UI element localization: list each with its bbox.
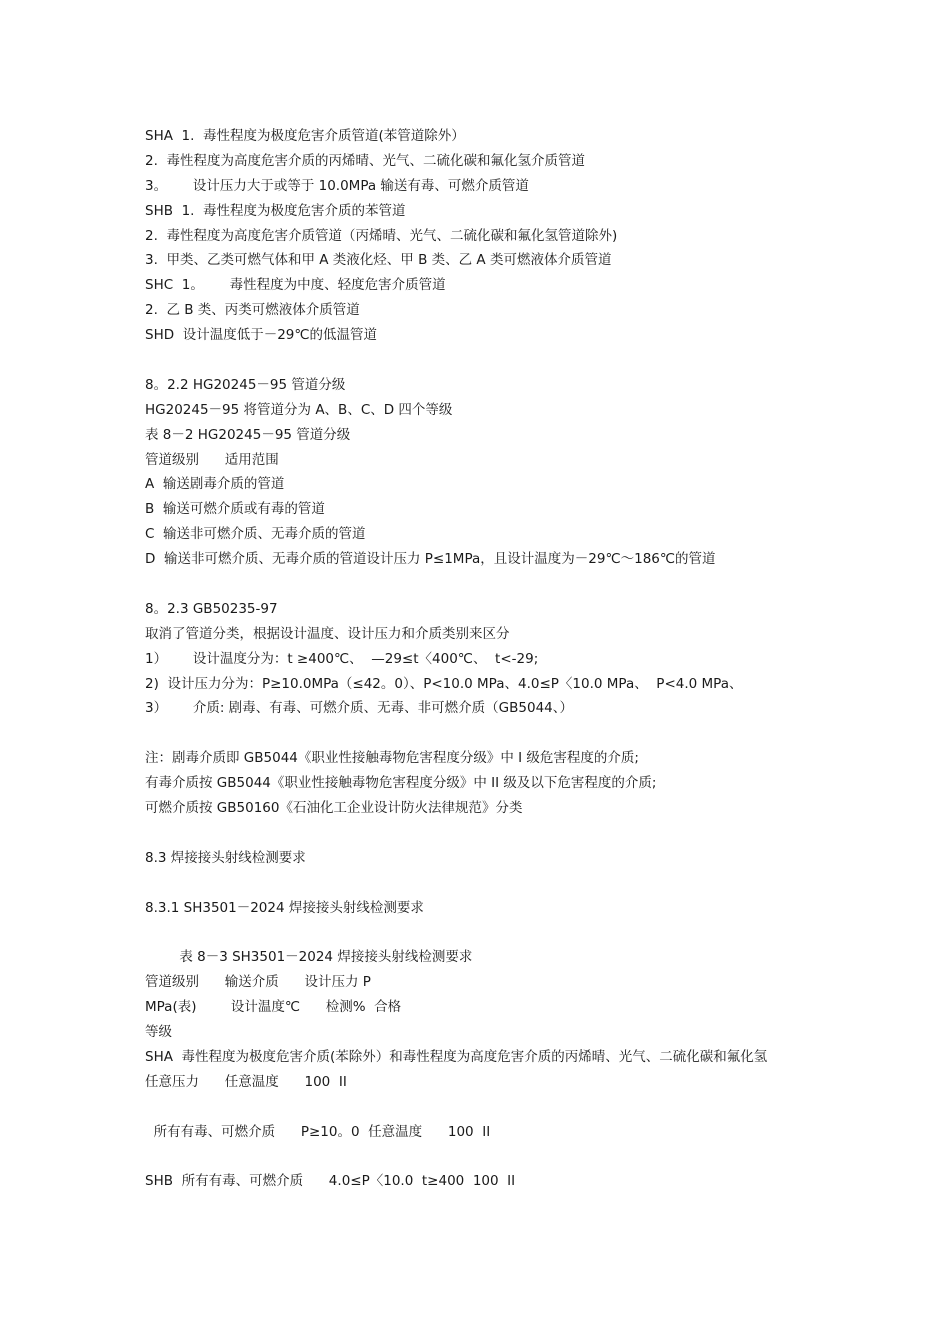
text-line: SHA 1. 毒性程度为极度危害介质管道(苯管道除外）: [145, 128, 465, 144]
note-line: 注：剧毒介质即 GB5044《职业性接触毒物危害程度分级》中 I 级危害程度的介质;: [145, 750, 639, 767]
text-line: 取消了管道分类，根据设计温度、设计压力和介质类别来区分: [145, 625, 510, 642]
text-line: 2. 乙 B 类、丙类可燃液体介质管道: [145, 302, 360, 319]
text-line: 3. 甲类、乙类可燃气体和甲 A 类液化烃、甲 B 类、乙 A 类可燃液体介质管道: [145, 252, 612, 269]
blank-line: [145, 871, 925, 896]
table-row: D 输送非可燃介质、无毒介质的管道设计压力 P≤1MPa，且设计温度为－29℃～186℃的管道: [145, 551, 716, 568]
text-line: SHB 1. 毒性程度为极度危害介质的苯管道: [145, 202, 406, 219]
table-header: MPa(表) 设计温度℃ 检测% 合格: [145, 999, 402, 1016]
table-row: 任意压力 任意温度 100 II: [145, 1073, 347, 1090]
document-body: [145, 124, 925, 1194]
text-line: SHC 1。 毒性程度为中度、轻度危害介质管道: [145, 277, 446, 294]
text-line: 2. 毒性程度为高度危害介质管道（丙烯晴、光气、二硫化碳和氟化氢管道除外): [145, 227, 618, 244]
blank-line: [145, 348, 925, 373]
table-caption: 表 8－2 HG20245－95 管道分级: [145, 426, 351, 443]
list-item: 2) 设计压力分为：P≥10.0MPa（≤42。0）、P<10.0 MPa、4.0≤P〈10.0 MPa、 P<4.0 MPa、: [145, 675, 743, 692]
blank-line: [145, 1145, 925, 1170]
section-heading: 8。2.3 GB50235-97: [145, 600, 278, 617]
blank-line: [145, 1095, 925, 1120]
table-row: 所有有毒、可燃介质 P≥10。0 任意温度 100 II: [145, 1123, 491, 1140]
note-line: 有毒介质按 GB5044《职业性接触毒物危害程度分级》中 II 级及以下危害程度的介质;: [145, 775, 657, 792]
table-header: 管道级别 输送介质 设计压力 P: [145, 974, 371, 991]
table-caption: 表 8－3 SH3501－2024 焊接接头射线检测要求: [145, 949, 473, 966]
table-header: 管道级别 适用范围: [145, 451, 279, 468]
table-row: A 输送剧毒介质的管道: [145, 476, 285, 493]
table-row: C 输送非可燃介质、无毒介质的管道: [145, 526, 366, 543]
blank-line: [145, 572, 925, 597]
table-row: SHA 毒性程度为极度危害介质(苯除外）和毒性程度为高度危害介质的丙烯晴、光气、二硫化碳和氟化氢: [145, 1048, 768, 1065]
table-row: B 输送可燃介质或有毒的管道: [145, 501, 325, 518]
note-line: 可燃介质按 GB50160《石油化工企业设计防火法律规范》分类: [145, 800, 523, 817]
list-item: 3） 介质: 剧毒、有毒、可燃介质、无毒、非可燃介质（GB5044、）: [145, 700, 574, 717]
section-heading: 8。2.2 HG20245－95 管道分级: [145, 376, 346, 393]
text-line: 3。 设计压力大于或等于 10.0MPa 输送有毒、可燃介质管道: [145, 177, 529, 194]
blank-line: [145, 821, 925, 846]
table-row: SHB 所有有毒、可燃介质 4.0≤P〈10.0 t≥400 100 II: [145, 1173, 516, 1190]
table-header: 等级: [145, 1024, 172, 1041]
blank-line: [145, 721, 925, 746]
list-item: 1） 设计温度分为：t ≥400℃、 —29≤t〈400℃、 t<-29;: [145, 650, 539, 667]
section-heading: 8.3.1 SH3501－2024 焊接接头射线检测要求: [145, 899, 424, 916]
text-line: SHD 设计温度低于－29℃的低温管道: [145, 327, 378, 344]
text-line: HG20245－95 将管道分为 A、B、C、D 四个等级: [145, 401, 453, 418]
section-heading: 8.3 焊接接头射线检测要求: [145, 849, 306, 866]
text-line: 2. 毒性程度为高度危害介质的丙烯晴、光气、二硫化碳和氟化氢介质管道: [145, 152, 585, 169]
blank-line: [145, 921, 925, 946]
